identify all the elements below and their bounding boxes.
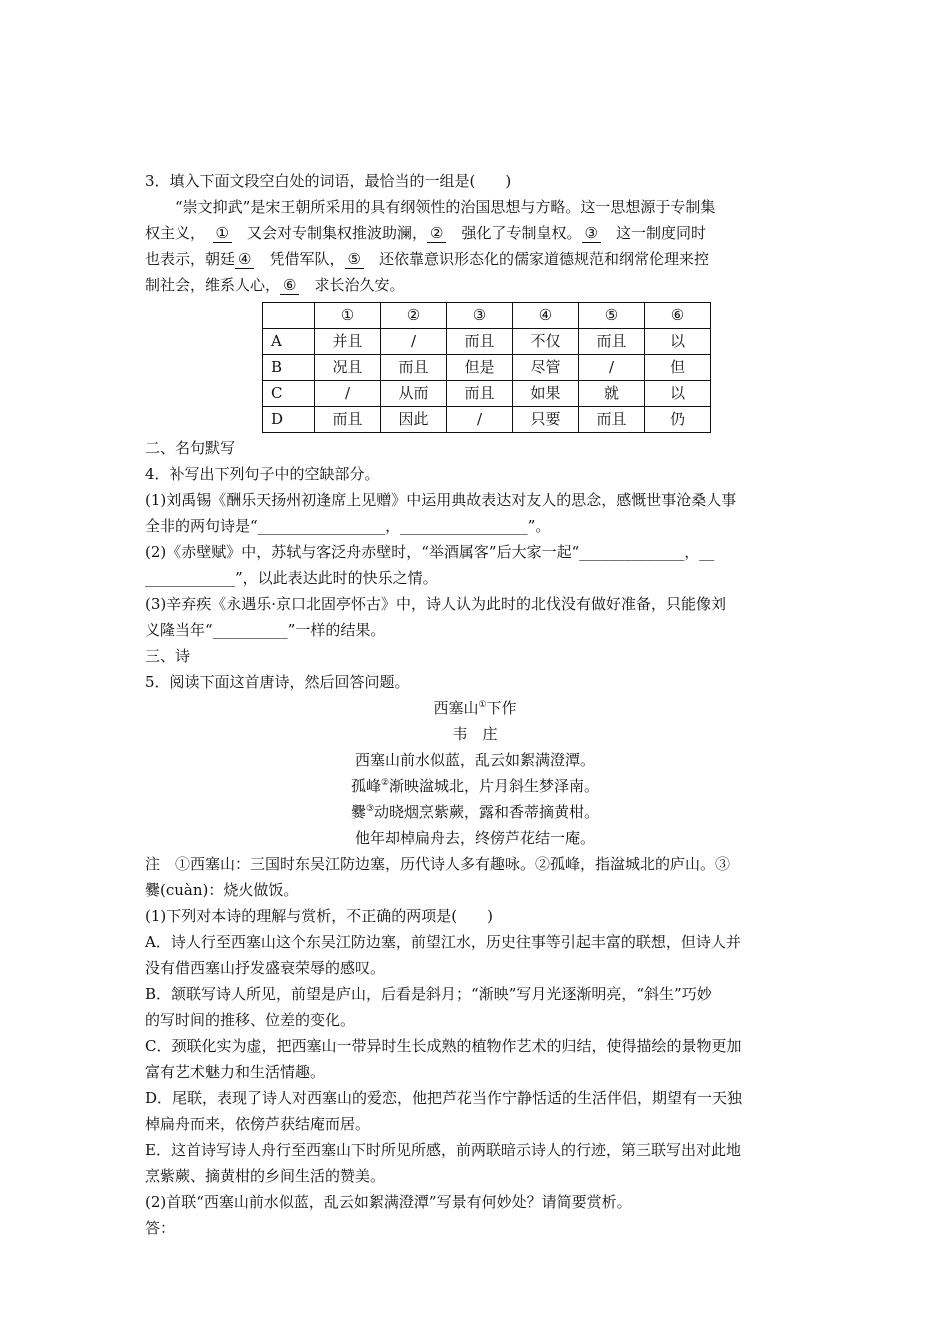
option-b-line2: 的写时间的推移、位差的变化。 — [145, 1011, 356, 1029]
table-cell: 就 — [579, 381, 645, 407]
poem-line: 孤峰②渐映湓城北，片月斜生梦泽南。 — [350, 777, 600, 795]
section-heading-3: 三、诗 — [145, 647, 191, 665]
option-e-line1: E．这首诗写诗人舟行至西塞山下时所见所感，前两联暗示诗人的行迹，第三联写出对此地 — [145, 1141, 741, 1159]
table-cell: 并且 — [315, 329, 381, 355]
table-header: ⑥ — [645, 303, 711, 329]
q4-item2-line1: (2)《赤壁赋》中，苏轼与客泛舟赤壁时，“举酒属客”后大家一起“______________，__ — [145, 543, 715, 561]
table-cell: / — [447, 407, 513, 433]
table-cell: 仍 — [645, 407, 711, 433]
option-d-line2: 棹扁舟而来，依傍芦获结庵而居。 — [145, 1115, 371, 1133]
table-row — [263, 407, 711, 433]
table-cell: 以 — [645, 381, 711, 407]
table-cell: 而且 — [381, 355, 447, 381]
answer-label: 答： — [145, 1219, 176, 1237]
table-cell: 但 — [645, 355, 711, 381]
table-cell: 只要 — [513, 407, 579, 433]
table-header: ③ — [447, 303, 513, 329]
blank-4: ④ — [235, 250, 254, 269]
table-cell: / — [579, 355, 645, 381]
table-header-row — [263, 303, 711, 329]
q5-sub2-stem: (2)首联“西塞山前水似蓝，乱云如絮满澄潭”写景有何妙处？请简要赏析。 — [145, 1193, 632, 1211]
table-cell: C — [263, 381, 315, 407]
poem-note-line2: 爨(cuàn)：烧火做饭。 — [145, 881, 299, 899]
table-cell: / — [315, 381, 381, 407]
option-c-line1: C．颈联化实为虚，把西塞山一带异时生长成熟的植物作艺术的归结，使得描绘的景物更加 — [145, 1037, 742, 1055]
q3-passage-line3: 也表示，朝廷 ④ 凭借军队， ⑤ 还依靠意识形态化的儒家道德规范和纲常伦理来控 — [145, 250, 709, 268]
table-cell: 而且 — [447, 381, 513, 407]
table-cell: 如果 — [513, 381, 579, 407]
exam-page — [145, 168, 805, 1241]
table-header: ② — [381, 303, 447, 329]
q5-stem: 5．阅读下面这首唐诗，然后回答问题。 — [145, 673, 410, 691]
blank-6: ⑥ — [280, 276, 299, 295]
table-header — [263, 303, 315, 329]
q4-item1-line1: (1)刘禹锡《酬乐天扬州初逢席上见赠》中运用典故表达对友人的思念，感慨世事沧桑人事 — [145, 491, 737, 509]
q3-passage-line2: 权主义， ① 又会对专制集权推波助澜， ② 强化了专制皇权。 ③ 这一制度同时 — [145, 224, 706, 242]
q4-item3-line2: 义隆当年“__________”一样的结果。 — [145, 621, 386, 639]
table-cell: A — [263, 329, 315, 355]
option-d-line1: D．尾联，表现了诗人对西塞山的爱恋，他把芦花当作宁静恬适的生活伴侣，期望有一天独 — [145, 1089, 743, 1107]
poem-line: 他年却棹扁舟去，终傍芦花结一庵。 — [354, 829, 595, 847]
q4-stem: 4．补写出下列句子中的空缺部分。 — [145, 465, 380, 483]
q5-sub1-stem: (1)下列对本诗的理解与赏析，不正确的两项是( ) — [145, 907, 493, 925]
table-cell: 况且 — [315, 355, 381, 381]
table-cell: 以 — [645, 329, 711, 355]
table-cell: 从而 — [381, 381, 447, 407]
option-e-line2: 烹紫蕨、摘黄柑的乡间生活的赞美。 — [145, 1167, 386, 1185]
section-heading-2: 二、名句默写 — [145, 439, 236, 457]
q3-stem: 3．填入下面文段空白处的词语，最恰当的一组是( ) — [145, 172, 512, 190]
q4-item3-line1: (3)辛弃疾《永遇乐·京口北固亭怀古》中，诗人认为此时的北伐没有做好准备，只能像刘 — [145, 595, 727, 613]
blank-5: ⑤ — [345, 250, 364, 269]
q4-item1-line2: 全非的两句诗是“_________________，_________________”。 — [145, 517, 551, 535]
q3-passage-line1: “崇文抑武”是宋王朝所采用的具有纲领性的治国思想与方略。这一思想源于专制集 — [175, 198, 716, 216]
table-cell: B — [263, 355, 315, 381]
table-cell: D — [263, 407, 315, 433]
option-c-line2: 富有艺术魅力和生活情趣。 — [145, 1063, 326, 1081]
table-cell: 而且 — [579, 329, 645, 355]
table-cell: 而且 — [447, 329, 513, 355]
table-cell: 不仅 — [513, 329, 579, 355]
table-row — [263, 355, 711, 381]
poem-note-line1: 注 ①西塞山：三国时东吴江防边塞，历代诗人多有趣咏。②孤峰，指湓城北的庐山。③ — [145, 855, 731, 873]
poem-author: 韦 庄 — [452, 725, 498, 743]
options-table — [262, 302, 711, 433]
table-cell: 因此 — [381, 407, 447, 433]
table-row — [263, 329, 711, 355]
table-cell: 而且 — [315, 407, 381, 433]
q4-item2-line2: ____________”，以此表达此时的快乐之情。 — [145, 569, 438, 587]
poem-line: 爨③动晓烟烹紫蕨，露和香蒂摘黄柑。 — [350, 803, 600, 821]
table-cell: / — [381, 329, 447, 355]
blank-3: ③ — [582, 224, 601, 243]
poem-title: 西塞山①下作 — [433, 699, 517, 717]
blank-1: ① — [213, 224, 232, 243]
table-header: ① — [315, 303, 381, 329]
blank-2: ② — [427, 224, 446, 243]
option-a-line1: A．诗人行至西塞山这个东吴江防边塞，前望江水，历史往事等引起丰富的联想，但诗人并 — [145, 933, 741, 951]
table-header: ⑤ — [579, 303, 645, 329]
poem-line: 西塞山前水似蓝，乱云如絮满澄潭。 — [354, 751, 595, 769]
table-cell: 而且 — [579, 407, 645, 433]
option-b-line1: B．颔联写诗人所见，前望是庐山，后看是斜月；“渐映”写月光逐渐明亮，“斜生”巧妙 — [145, 985, 712, 1003]
q3-passage-line4: 制社会，维系人心， ⑥ 求长治久安。 — [145, 276, 405, 294]
table-cell: 尽管 — [513, 355, 579, 381]
table-header: ④ — [513, 303, 579, 329]
table-row — [263, 381, 711, 407]
table-cell: 但是 — [447, 355, 513, 381]
option-a-line2: 没有借西塞山抒发盛衰荣辱的感叹。 — [145, 959, 386, 977]
